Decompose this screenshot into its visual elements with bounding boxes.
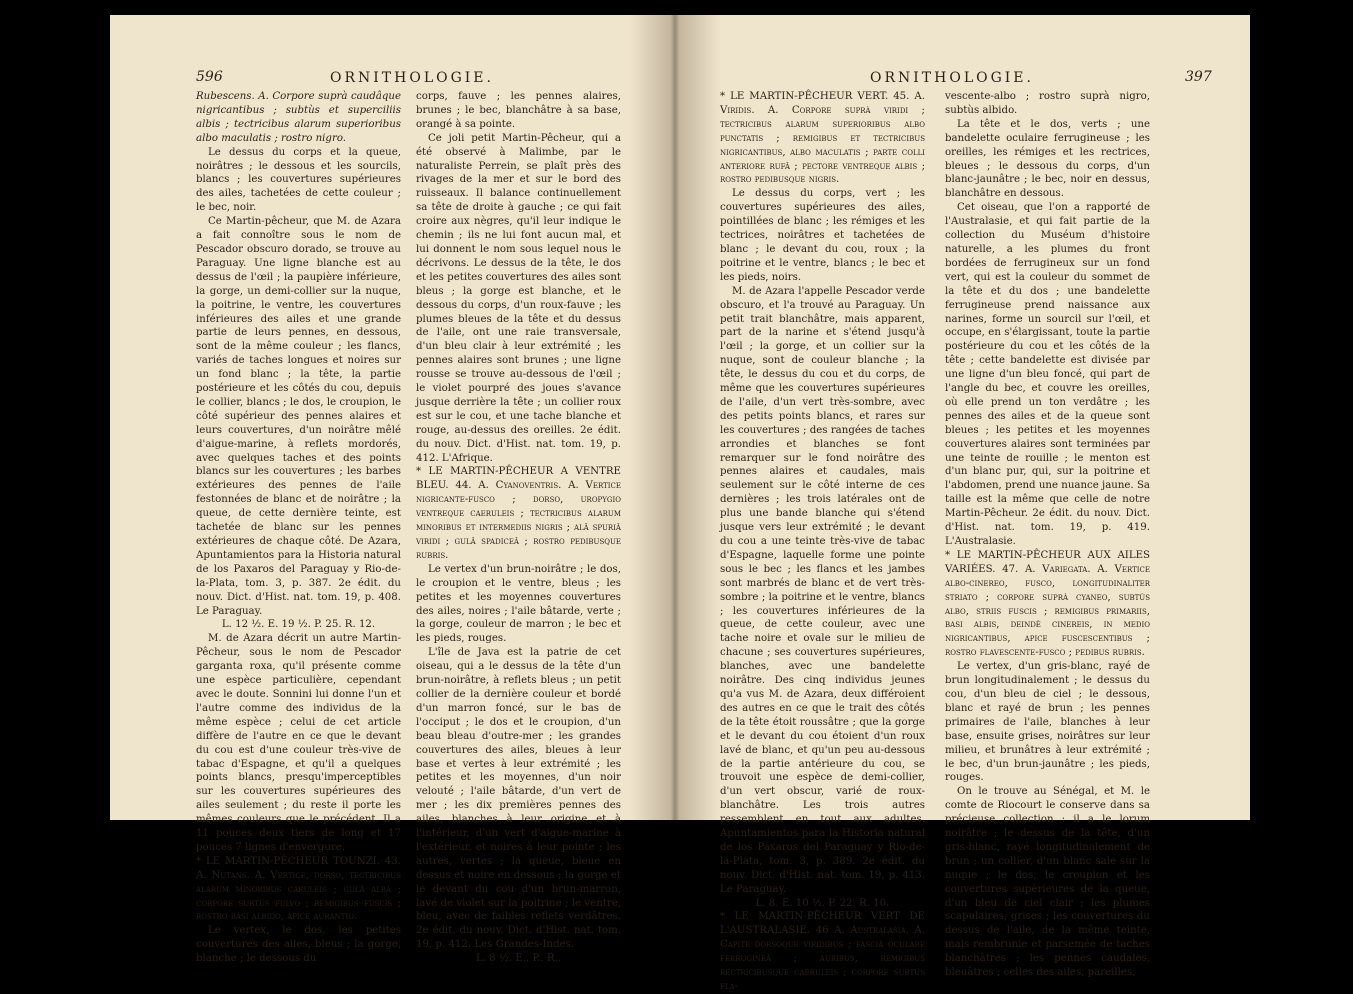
paragraph: Le vertex, d'un gris-blanc, rayé de brun longitudinalement ; le dessus du cou, d'un bleu de ciel ; le dessous, blanc et rayé de brun ; les pennes primaires de l'aile, blanches à leur base, ensuite grises, noirâtres sur leur milieu, et brunâtres à leur extrémité ; le bec, d'un brun-jaunâtre ; les pieds, rouges. (945, 661, 1150, 784)
left-page-number: 596 (196, 69, 223, 85)
paragraph: Le dessus du corps, vert ; les couvertures supérieures des ailes, pointillées de blanc ; les rémiges et les tectrices, noirâtres et tachetées de blanc ; le devant du cou, roux ; la poitrine et le ventre, blancs ; le bec et les pieds, noirs. (720, 188, 925, 283)
paragraph: Le vertex d'un brun-noirâtre ; le dos, le croupion et le ventre, bleus ; les petites et les moyennes couvertures des ailes, noires ; l'aile bâtarde, verte ; la gorge, couleur de marron ; le bec et les pieds, rouges. (416, 563, 621, 645)
right-column-2 (945, 90, 1150, 980)
measurements: L. 8 ½. E.. P.. R.. (475, 953, 562, 965)
paragraph: Cet oiseau, que l'on a rapporté de l'Australasie, et qui fait partie de la collection du Muséum d'histoire naturelle, a les plumes du front bordées de ferrugineux sur un fond vert, qui est la couleur du sommet de la tête et du dos ; une bandelette ferrugineuse prend naissance aux narines, forme un sourcil sur l'œil, et occupe, en s'élargissant, toute la partie postérieure du cou et les côtés de la tête ; cette bandelette est divisée par une ligne d'un bleu foncé, qui part de l'angle du bec, et couvre les oreilles, où elle prend un ton verdâtre ; les pennes des ailes et de la queue sont bleues ; les petites et les moyennes couvertures alaires sont terminées par une teinte de rouille ; le menton est d'un blanc pur, qui, sur la poitrine et l'abdomen, prend une nuance jaune. Sa taille est la même que celle de notre Martin-Pêcheur. 2e édit. du nouv. Dict. d'Hist. nat. tom. 19, p. 419. L'Australasie. (945, 202, 1150, 547)
species-heading: * LE MARTIN-PÊCHEUR VERT DE L'AUSTRALASIE. 46 A. Australasia. A. Capite dorsoque viridibus ; fasciâ oculare ferrugineâ ; auribus, remigibus rectricibusque caeruleis ; corpore subtùs fla- (720, 911, 925, 992)
paragraph: Le dessus du corps et la queue, noirâtres ; le dessous et les sourcils, blancs ; les couvertures supérieures des ailes, tachetées de cette couleur ; le bec, noir. (196, 146, 401, 214)
right-column-1 (720, 90, 925, 994)
species-heading: * LE MARTIN-PÊCHEUR A VENTRE BLEU. 44. A. Cyanoventris. A. Vertice nigricante-fusco ; dorso, uropygio ventreque caeruleis ; tectricibus alarum minoribus et intermediis nigris ; alâ spuriâ viridi ; gulâ spadiceâ ; rostro pedibusque rubris. (416, 466, 621, 561)
left-page (110, 15, 675, 965)
paragraph: corps, fauve ; les pennes alaires, brunes ; le bec, blanchâtre à sa base, orangé à sa pointe. (416, 91, 621, 130)
paragraph: On le trouve au Sénégal, et M. le comte de Riocourt le conserve dans sa précieuse collection : il a le lorum noirâtre ; le dessus de la tête, d'un gris-blanc, rayé longitudinalement de brun ; un collier, d'un blanc sale sur la nuque ; le dos, le croupion et les couvertures supérieures de la queue, d'un bleu de ciel clair ; les plumes scapulaires, grises ; les couvertures du dessus de l'aile, de la même teinte, mais rembrunie et parsemée de taches blanchâtres ; les pennes caudales, bleuâtres ; celles des ailes, pareilles, (945, 786, 1150, 979)
right-page (675, 15, 1250, 992)
species-heading: * LE MARTIN-PÊCHEUR AUX AILES VARIÉES. 47. A. Variegata. A. Vertice albo-cinereo, fusco, longitudinaliter striato ; corpore suprà cyaneo, subtùs albo, striis fuscis ; remigibus primariis, basi albis, deindè cinereis, in medio nigricantibus, apice fuscescentibus ; rostro flavescente-fusco ; pedibus rubris. (945, 549, 1150, 659)
paragraph: Rubescens. A. Corpore suprà caudâque nigricantibus ; subtùs et superciliis albis ; tectricibus alarum superioribus albo maculatis ; rostro nigro. (196, 91, 401, 144)
right-page-number: 397 (1185, 69, 1212, 85)
book-spread (110, 15, 1250, 992)
paragraph: Ce Martin-pêcheur, que M. de Azara a fait connoître sous le nom de Pescador obscuro dorado, se trouve au Paraguay. Une ligne blanche est au dessus de l'œil ; la paupière inférieure, la gorge, un demi-collier sur la nuque, la poitrine, le ventre, les couvertures inférieures des ailes et une grande partie de leurs pennes, en dessous, sont de la même couleur ; les flancs, variés de taches longues et noires sur un fond blanc ; la tête, la partie postérieure et les côtés du cou, depuis le collier, blancs ; le dos, le croupion, le côté supérieur des pennes alaires et leurs couvertures, d'un noirâtre mêlé d'aigue-marine, à reflets mordorés, avec quelques taches et des points blancs sur les couvertures ; les barbes extérieures des pennes de l'aile festonnées de blanc et de noirâtre ; la queue, de cette dernière teinte, est tachetée de blanc sur les pennes extérieures de chaque côté. De Azara, Apuntamientos para la Historia natural de los Paxaros del Paraguay y Rio-de-la-Plata, tom. 3, p. 387. 2e édit. du nouv. Dict. d'Hist. nat. tom. 19, p. 408. Le Paraguay. (196, 216, 401, 617)
paragraph: M. de Azara l'appelle Pescador verde obscuro, et l'a trouvé au Paraguay. Un petit trait blanchâtre, mais apparent, part de la narine et s'étend jusqu'à l'œil ; la gorge, et un collier sur la nuque, sont de couleur blanche ; la tête, le dessus du cou et du corps, de même que les couvertures supérieures de l'aile, d'un vert très-sombre, avec des petits points blancs, et rares sur les couvertures ; des rangées de taches arrondies et blanches se font remarquer sur le fond noirâtre des pennes alaires et caudales, mais seulement sur le côté interne de ces dernières ; les trois latérales ont de plus une bande blanche qui s'étend jusque vers leur extrémité ; le devant du cou a une teinte très-vive de tabac d'Espagne, laquelle forme une pointe sous le bec ; les flancs et les jambes sont marbrés de blanc et de vert très-sombre ; la poitrine et le ventre, blancs ; les couvertures inférieures de la queue, de cette couleur, avec une tache noire et ovale sur le milieu de chacune ; ses couvertures supérieures, blanches, avec une bandelette noirâtre. Des cinq individus jeunes qu'a vus M. de Azara, deux différoient des autres en ce que le trait des côtés de la tête étoit roussâtre ; que la gorge et le devant du cou étoient d'un roux lavé de blanc, et qu'un peu au-dessous de la partie antérieure du cou, se trouvoit une espèce de demi-collier, d'un vert obscur, varié de roux-blanchâtre. Les trois autres ressemblent en tout aux adultes. Apuntamientos para la Historia natural de los Paxaros del Paraguay y Rio-de-la-Plata, tom. 3, p. 389. 2e édit. du nouv. Dict. d'Hist. nat. tom. 19, p. 413. Le Paraguay. (720, 285, 925, 895)
species-heading: * LE MARTIN-PÊCHEUR TOUNZI. 43. A. Nutans. A. Vertice, dorso, tectricibus alarum minoribus caruleis ; gulâ albâ ; corpore subtùs fulvo ; remigibus fuscis ; rostro basi albido, apice aurantio. (196, 855, 401, 923)
paragraph: Ce joli petit Martin-Pêcheur, qui a été observé à Malimbe, par le naturaliste Perrein, se plaît près des rivages de la mer et sur le bord des ruisseaux. Il balance continuellement sa tête de droite à gauche ; ce qui fait croire aux nègres, qu'il leur indique le chemin ; ils ne lui font aucun mal, et lui donnent le nom sous lequel nous le décrivons. Le dessus de la tête, le dos et les petites couvertures des ailes sont bleus ; la gorge est blanche, et le dessous du corps, d'un roux-fauve ; les plumes bleues de la tête et du dessus de l'aile, ont une raie transversale, d'un bleu clair à leur extrémité ; les pennes alaires sont brunes ; une ligne rousse se trouve au-dessous de l'œil ; le violet pourpré des joues s'avance jusque derrière la tête ; un collier roux est sur le cou, et une tache blanche et rouge, au-dessus des oreilles. 2e édit. du nouv. Dict. d'Hist. nat. tom. 19, p. 412. L'Afrique. (416, 132, 621, 464)
right-running-head: ORNITHOLOGIE. (870, 70, 1034, 86)
species-heading: * LE MARTIN-PÊCHEUR VERT. 45. A. Viridis. A. Corpore suprà viridi ; tectricibus alarum superioribus albo punctatis ; remigibus et tectricibus nigricantibus, albo maculatis ; parte colli anteriore rufâ ; pectore ventreque albis ; rostro pedibusque nigris. (720, 91, 925, 186)
paragraph: M. de Azara décrit un autre Martin-Pêcheur, sous le nom de Pescador garganta roxa, qu'il présente comme une espèce particulière, cependant avec le doute. Sonnini lui donne l'un et l'autre comme des individus de la même espèce ; celui de cet article diffère de l'autre en ce que le devant du cou est d'une couleur très-vive de tabac d'Espagne, et qu'il a quelques points blancs, presqu'imperceptibles sur les couvertures supérieures des ailes seulement ; du reste il porte les mêmes couleurs que le précédent. Il a 11 pouces deux tiers de long et 17 pouces 7 lignes d'envergure. (196, 633, 401, 853)
measurements: L. 12 ½. E. 19 ½. P. 25. R. 12. (221, 619, 376, 631)
left-column-1 (196, 90, 401, 966)
paragraph: L'île de Java est la patrie de cet oiseau, qui a le dessus de la tête d'un brun-noirâtre, à reflets bleus ; un petit collier de la dernière couleur et bordé d'un marron foncé, sur le bas de l'occiput ; le dos et le croupion, d'un beau bleau d'outre-mer ; les grandes couvertures des ailes, bleues à leur base et vertes à leur extrémité ; les petites et les moyennes, d'un noir velouté ; l'aile bâtarde, d'un vert de mer ; les dix premières pennes des ailes, blanches à leur origine et à l'intérieur, d'un vert d'aigue-marine à l'extérieur, et noires à leur pointe ; les autres, vertes ; la queue, bleue en dessus et noire en dessous ; la gorge et le devant du cou d'un brun-marron, lavé de violet sur la poitrine ; le ventre, bleu, avec de faibles reflets verdâtres. 2e édit. du nouv. Dict. d'Hist. nat. tom. 19, p. 412. Les Grandes-Indes. (416, 647, 621, 951)
measurements: L. 8. E. 10 ½. P. 22. R. 10. (755, 897, 890, 909)
paragraph: La tête et le dos, verts ; une bandelette oculaire ferrugineuse ; les oreilles, les rémiges et les rectrices, bleues ; le dessous du corps, d'un blanc-jaunâtre ; le bec, noir en dessus, blanchâtre en dessous. (945, 118, 1150, 200)
paragraph: Le vertex, le dos, les petites couvertures des ailes, bleus ; la gorge, blanche ; le dessous du (196, 925, 401, 965)
left-column-2 (416, 90, 621, 966)
paragraph: vescente-albo ; rostro suprà nigro, subtùs albido. (945, 91, 1150, 116)
left-running-head: ORNITHOLOGIE. (330, 70, 494, 86)
